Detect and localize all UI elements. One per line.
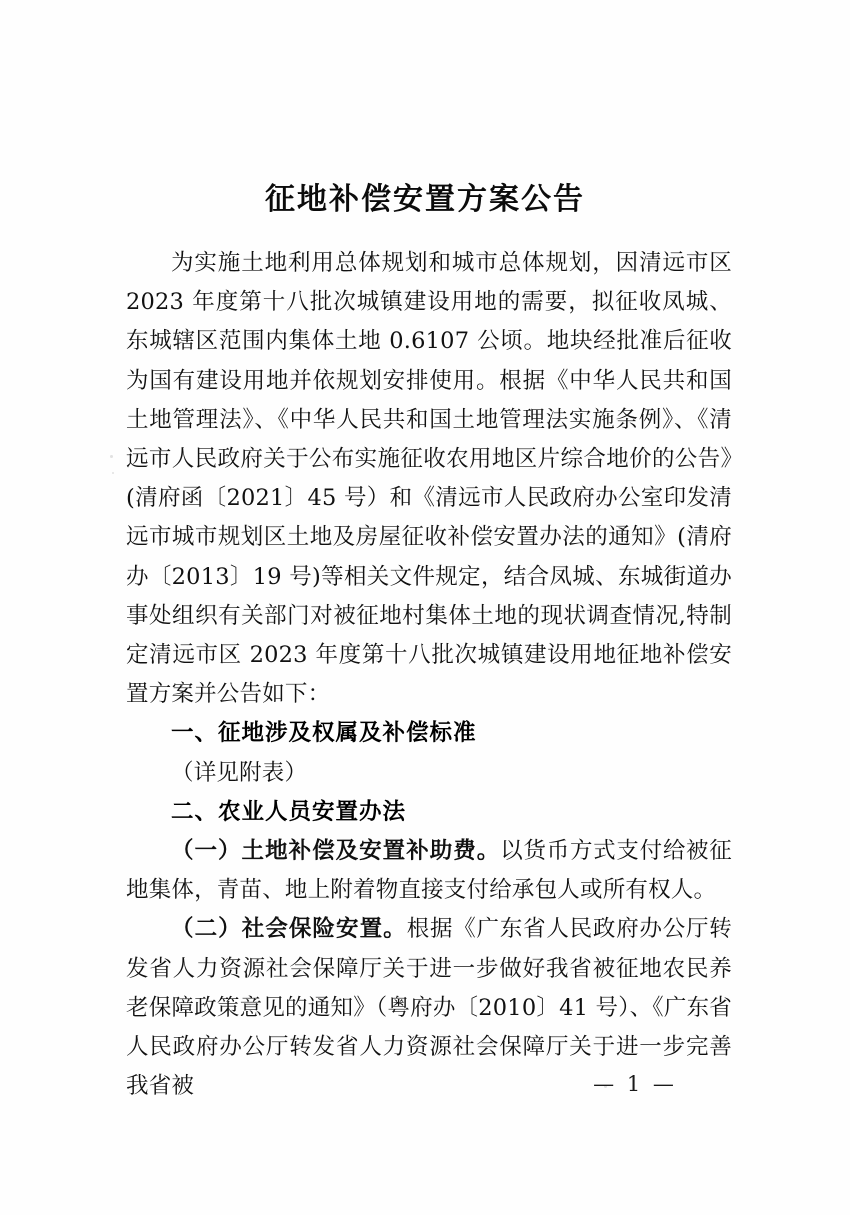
item-one-text: 以货币方式支付给被征地集体，青苗、地上附着物直接支付给承包人或所有权人。 bbox=[126, 838, 732, 904]
item-one-lead: （一）土地补偿及安置补助费。 bbox=[171, 838, 501, 865]
intro-paragraph: 为实施土地利用总体规划和城市总体规划，因清远市区 2023 年度第十八批次城镇建设用地的需要，拟征收凤城、东城辖区范围内集体土地 0.6107 公顷。地块经批准后征收为国有建设用地并依规划安排使用。根据《中华人民共和国土地管理法》、《中华人民共和国土地管理法实施条例》、《清远市人民政府关于公布实施征收农用地区片综合地价的公告》(清府函〔2021〕45 号）和《清远市人民政府办公室印发清远市城市规划区土地及房屋征收补偿安置办法的通知》(清府办〔2013〕19 号)等相关文件规定，结合凤城、东城街道办事处组织有关部门对被征地村集体土地的现状调查情况,特制定清远市区 2023 年度第十八批次城镇建设用地征地补偿安置方案并公告如下： bbox=[126, 250, 732, 708]
page-title: 征地补偿安置方案公告 bbox=[265, 182, 585, 218]
item-two-lead: （二）社会保险安置。 bbox=[171, 916, 407, 943]
section-one-body: （详见附表） bbox=[171, 759, 308, 786]
document-body bbox=[126, 244, 732, 1106]
page-number-value: — 1 — bbox=[593, 1072, 677, 1096]
page-number bbox=[0, 1072, 850, 1096]
scan-speckle bbox=[110, 455, 113, 458]
section-heading-one: 一、征地涉及权属及补偿标准 bbox=[171, 720, 477, 747]
section-heading-two: 二、农业人员安置办法 bbox=[171, 798, 407, 825]
scan-speckle bbox=[112, 472, 114, 474]
item-one-paragraph bbox=[126, 832, 732, 910]
item-two-text: 根据《广东省人民政府办公厅转发省人力资源社会保障厅关于进一步做好我省被征地农民养老保障政策意见的通知》（粤府办〔2010〕41 号）、《广东省人民政府办公厅转发省人力资源社会保障厅关于进一步完善我省被 bbox=[126, 916, 732, 1100]
